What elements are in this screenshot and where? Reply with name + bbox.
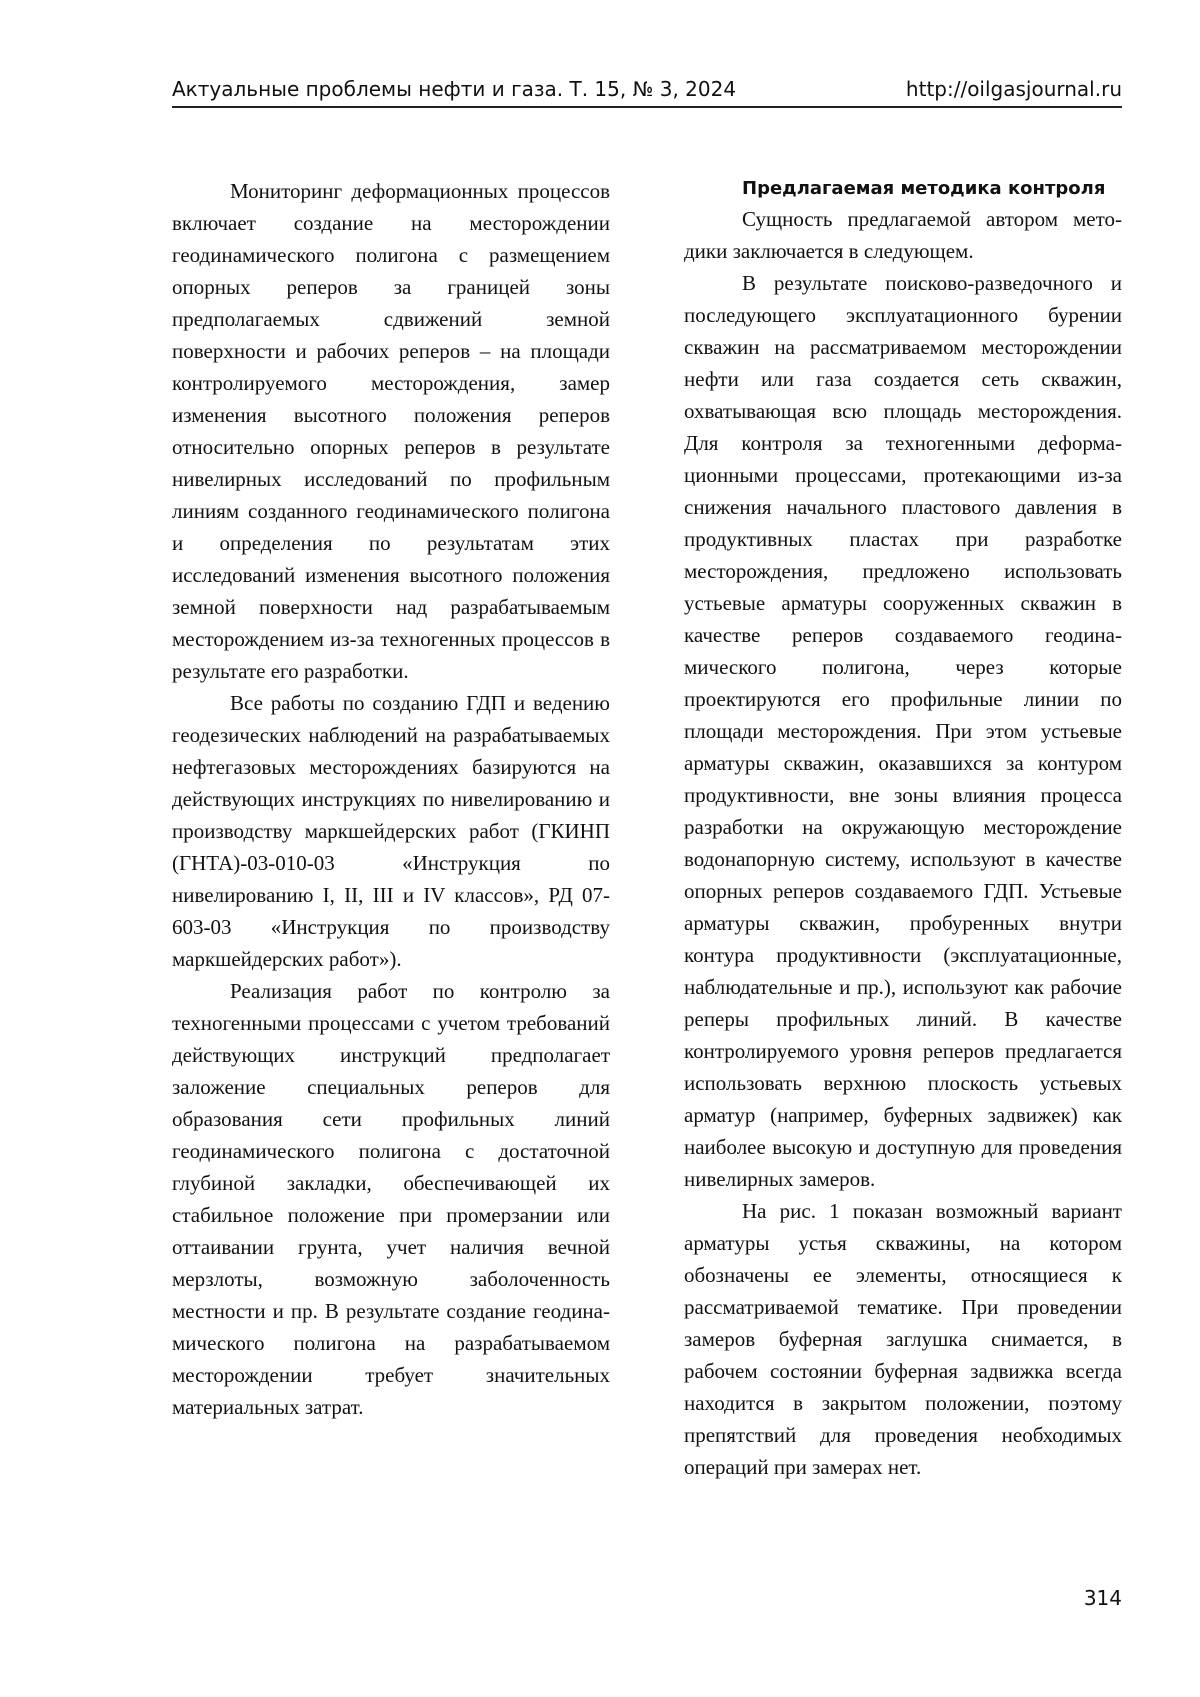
- section-heading: Предлагаемая методика контроля: [684, 175, 1122, 203]
- page-number: 314: [1084, 1586, 1122, 1610]
- right-paragraph-1: Сущность предлагаемой автором мето­дики заключается в следующем.: [684, 203, 1122, 267]
- left-paragraph-2: Все работы по созданию ГДП и ведению геодезических наблюдений на разрабатываемых нефтегазовых место­рождениях базируются на действующих инструкциях по нивелированию и произ­водству маркшейдерских работ (ГКИНП (ГНТА)-03-010-03 «Инструкция по нивелированию I, II, III и IV классов», РД 07-603-03 «Инструкция по производству маркшейдерских работ»).: [172, 687, 610, 975]
- right-paragraph-2: В результате поисково-разведочного и последующего эксплуатационного бурении скважин на рассматриваемом месторождении нефти или газа создается сеть скважин, охватывающая всю площадь месторождения. Для контроля за техногенными деформа­ционными процессами, протекающими из-за снижения начального пластового давления в продуктивных пластах при разработке месторождения, предложено использовать устьевые арматуры сооруженных скважин в качестве реперов создаваемого геодина­мического полигона, через которые проектируются его профильные линии по площади месторождения. При этом устьевые арматуры скважин, оказавшихся за контуром продуктивности, вне зоны влияния процесса разработки на окружа­ющую месторождение водонапорную систему, используют в качестве опорных реперов создаваемого ГДП. Устьевые арматуры скважин, пробуренных внутри контура продуктивности (эксплуатационные, наблюдательные и пр.), используют как рабочие реперы профильных линий. В качестве контролируемого уровня реперов предлагается использовать верхнюю плоскость устьевых арматур (например, буферных задвижек) как наиболее высокую и доступную для проведения нивелирных замеров.: [684, 267, 1122, 1195]
- left-paragraph-3: Реализация работ по контролю за техногенными процессами с учетом требований действующих инструкций предполагает заложение специальных реперов для образования сети профильных линий геодинамического полигона с достаточной глубиной закладки, обеспечивающей их стабильное положение при промерзании или оттаивании грунта, учет наличия вечной мерзлоты, возможную заболоченность местности и пр. В результате создание геодина­мического полигона на разрабатываемом месторождении требует значительных материальных затрат.: [172, 975, 610, 1423]
- running-header: [172, 70, 1122, 108]
- left-paragraph-1: Мониторинг деформационных про­цессов включает создание на место­рождении геодинамического полигона с размещением опорных реперов за границей зоны предполагаемых сдвижений земной поверхности и рабочих реперов – на площади контролируемого месторождения, замер изменения высотного положения реперов относительно опорных реперов в результате нивелирных исследований по профильным линиям созданного геодинамического полигона и определения по результатам этих исследований изменения высотного положения земной поверхности над разрабатываемым месторождением из-за техногенных процессов в результате его разработки.: [172, 175, 610, 687]
- right-paragraph-3: На рис. 1 показан возможный вариант арматуры устья скважины, на котором обозначены ее элементы, относящиеся к рассматриваемой тематике. При проведении замеров буферная заглушка снимается, в рабочем состоянии буферная задвижка всегда находится в закрытом положении, поэтому препятствий для проведения необходимых операций при замерах нет.: [684, 1195, 1122, 1483]
- left-column: [172, 175, 610, 1423]
- journal-url: http://oilgasjournal.ru: [906, 77, 1122, 106]
- journal-title: Актуальные проблемы нефти и газа. Т. 15, № 3, 2024: [172, 77, 736, 106]
- right-column: [684, 175, 1122, 1483]
